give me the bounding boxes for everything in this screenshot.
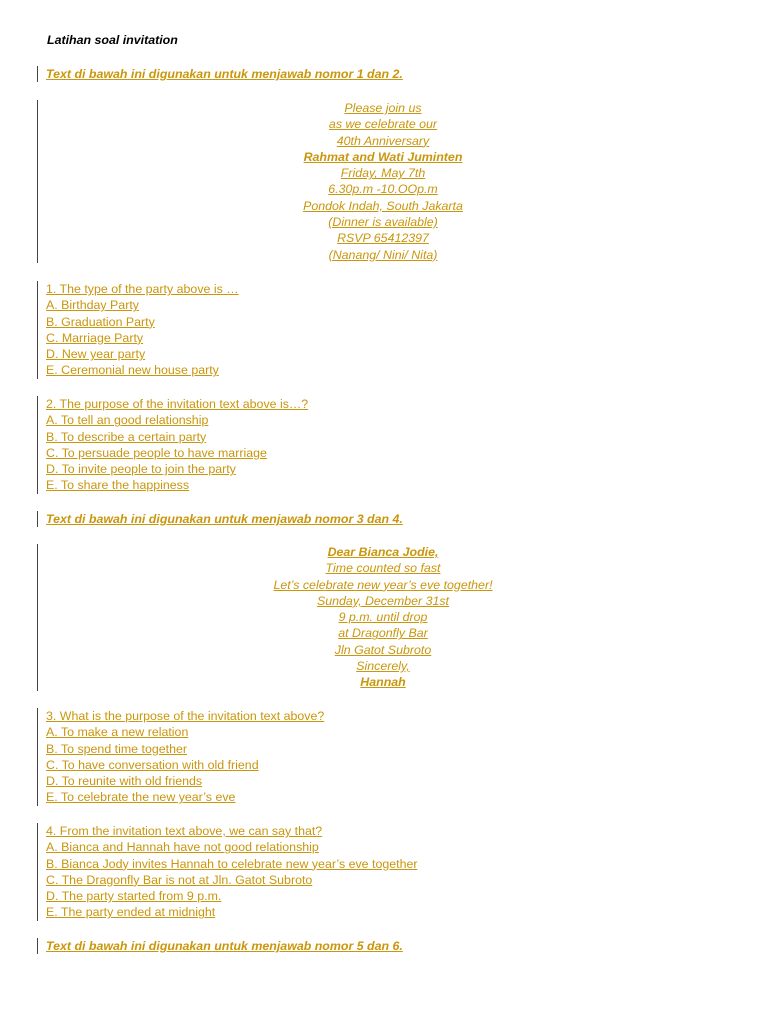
option-e: E. To celebrate the new year’s eve xyxy=(46,790,236,805)
option-c: C. The Dragonfly Bar is not at Jln. Gatot Subroto xyxy=(46,872,313,887)
invitation2-line: 9 p.m. until drop xyxy=(338,610,428,625)
invitation2-line: Sunday, December 31st xyxy=(316,593,449,608)
invitation1-line: Friday, May 7th xyxy=(340,166,426,181)
invitation1-line: 40th Anniversary xyxy=(336,133,430,148)
option-e: E. The party ended at midnight xyxy=(46,905,216,920)
option-a: A. Bianca and Hannah have not good relationship xyxy=(46,840,319,855)
question-text: 1. The type of the party above is … xyxy=(46,282,239,296)
invitation1-line: as we celebrate our xyxy=(328,117,438,132)
question-4 xyxy=(37,823,417,921)
invitation2-greeting: Dear Bianca Jodie, xyxy=(327,545,439,559)
invitation1-line: (Dinner is available) xyxy=(328,215,438,230)
invitation1-line: 6.30p.m -10.OOp.m xyxy=(328,182,438,197)
invitation1-line: Please join us xyxy=(344,101,422,115)
instruction-2: Text di bawah ini digunakan untuk menjawab nomor 3 dan 4. xyxy=(37,511,403,527)
option-b: B. To spend time together xyxy=(46,741,187,756)
option-d: D. The party started from 9 p.m. xyxy=(46,889,222,904)
option-d: D. To reunite with old friends xyxy=(46,774,203,789)
option-e: E. To share the happiness xyxy=(46,478,190,493)
instruction-3: Text di bawah ini digunakan untuk menjawab nomor 5 dan 6. xyxy=(37,938,403,954)
option-c: C. Marriage Party xyxy=(46,330,144,345)
option-a: A. Birthday Party xyxy=(46,298,139,313)
option-b: B. Bianca Jody invites Hannah to celebrate new year’s eve together xyxy=(46,856,418,871)
question-text: 3. What is the purpose of the invitation text above? xyxy=(46,709,325,723)
invitation1-line: (Nanang/ Nini/ Nita) xyxy=(328,247,438,262)
invitation2-line: Sincerely, xyxy=(356,659,410,674)
instruction-1: Text di bawah ini digunakan untuk menjawab nomor 1 dan 2. xyxy=(37,66,403,82)
option-c: C. To have conversation with old friend xyxy=(46,757,259,772)
option-a: A. To make a new relation xyxy=(46,725,189,740)
option-c: C. To persuade people to have marriage xyxy=(46,445,267,460)
option-d: D. To invite people to join the party xyxy=(46,462,236,477)
option-a: A. To tell an good relationship xyxy=(46,413,209,428)
option-b: B. To describe a certain party xyxy=(46,429,207,444)
document-title: Latihan soal invitation xyxy=(47,33,178,47)
invitation2-line: at Dragonfly Bar xyxy=(338,626,428,641)
invitation1-line: Pondok Indah, South Jakarta xyxy=(303,198,463,213)
invitation2-line: Jln Gatot Subroto xyxy=(334,642,432,657)
option-b: B. Graduation Party xyxy=(46,314,155,329)
invitation2-line: Let’s celebrate new year’s eve together! xyxy=(273,577,493,592)
invitation1-line: RSVP 65412397 xyxy=(337,231,429,246)
invitation-card-1 xyxy=(37,100,728,263)
option-e: E. Ceremonial new house party xyxy=(46,363,219,378)
invitation-card-2 xyxy=(37,544,728,691)
option-d: D. New year party xyxy=(46,347,146,362)
question-text: 2. The purpose of the invitation text above is…? xyxy=(46,397,309,411)
invitation2-line: Time counted so fast xyxy=(325,561,441,576)
invitation2-signature: Hannah xyxy=(360,675,406,690)
question-3 xyxy=(37,708,324,806)
question-1 xyxy=(37,281,239,379)
invitation1-hosts: Rahmat and Wati Juminten xyxy=(303,149,463,164)
question-2 xyxy=(37,396,308,494)
question-text: 4. From the invitation text above, we can say that? xyxy=(46,824,323,838)
